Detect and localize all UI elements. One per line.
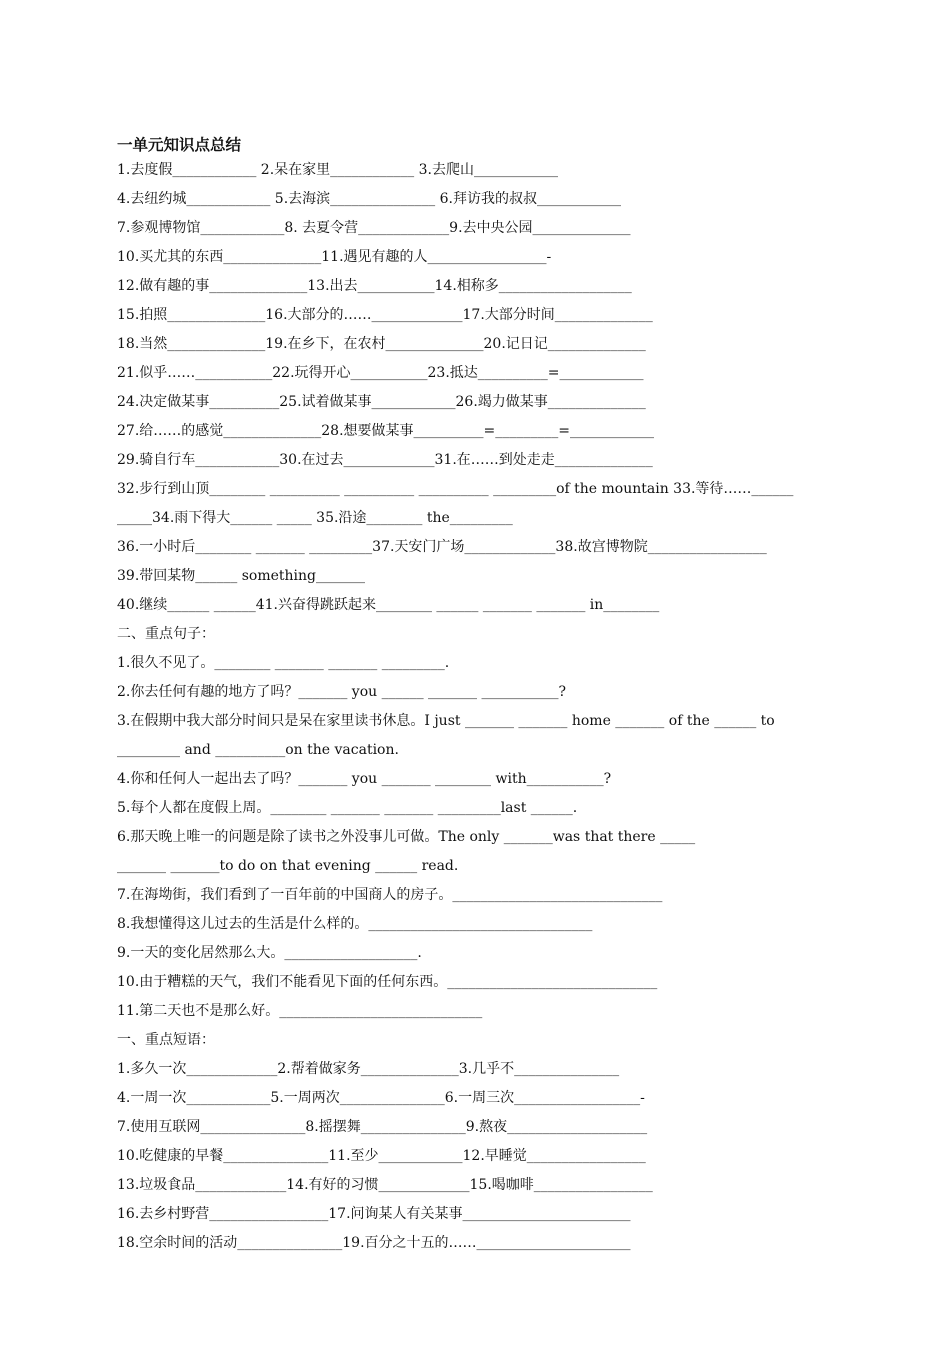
worksheet-line: 7.参观博物馆____________8. 去夏令营_____________9.去中央公园______________ xyxy=(117,220,631,236)
worksheet-line: 7.在海坳街，我们看到了一百年前的中国商人的房子。______________________________ xyxy=(117,887,663,903)
worksheet-line: 10.买尤其的东西______________11.遇见有趣的人_________________- xyxy=(117,249,552,265)
worksheet-line: 11.第二天也不是那么好。_____________________________ xyxy=(117,1003,483,1019)
worksheet-line: _______ _______to do on that evening ______ read. xyxy=(117,858,459,874)
worksheet-line: _________ and __________on the vacation. xyxy=(117,742,399,758)
worksheet-line: 16.去乡村野营_________________17.问询某人有关某事________________________ xyxy=(117,1206,631,1222)
worksheet-line: _____34.雨下得大______ _____ 35.沿途________ the_________ xyxy=(117,510,513,526)
worksheet-line: 15.拍照______________16.大部分的……_____________17.大部分时间______________ xyxy=(117,307,653,323)
worksheet-line: 4.你和任何人一起出去了吗？_______ you _______ ________ with___________? xyxy=(117,771,612,787)
worksheet-lines xyxy=(117,156,837,1258)
worksheet-line: 10.吃健康的早餐_______________11.至少____________12.早睡觉_________________ xyxy=(117,1148,646,1164)
worksheet-line: 5.每个人都在度假上周。________ _______ _______ _________last ______. xyxy=(117,800,578,816)
worksheet-line: 32.步行到山顶________ __________ __________ __________ _________of the mountain 33.等待……______ xyxy=(117,481,794,497)
worksheet-line: 一、重点短语： xyxy=(117,1032,215,1048)
worksheet-line: 24.决定做某事__________25.试着做某事____________26.竭力做某事______________ xyxy=(117,394,646,410)
worksheet-line: 40.继续______ ______41.兴奋得跳跃起来________ ______ _______ _______ in________ xyxy=(117,597,660,613)
worksheet-line: 3.在假期中我大部分时间只是呆在家里读书休息。I just _______ _______ home _______ of the ______ to xyxy=(117,713,775,729)
worksheet-line: 2.你去任何有趣的地方了吗？_______ you ______ _______ ___________? xyxy=(117,684,567,700)
worksheet-line: 4.一周一次____________5.一周两次_______________6.一周三次__________________- xyxy=(117,1090,645,1106)
worksheet-page xyxy=(117,134,837,1258)
worksheet-line: 10.由于糟糕的天气，我们不能看见下面的任何东西。______________________________ xyxy=(117,974,658,990)
worksheet-line: 36.一小时后________ _______ _________37.天安门广场_____________38.故宫博物院_________________ xyxy=(117,539,767,555)
worksheet-line: 8.我想懂得这儿过去的生活是什么样的。________________________________ xyxy=(117,916,593,932)
worksheet-line: 1.多久一次_____________2.帮着做家务______________3.几乎不_______________ xyxy=(117,1061,620,1077)
worksheet-line: 18.空余时间的活动_______________19.百分之十五的……______________________ xyxy=(117,1235,631,1251)
worksheet-line: 二、重点句子： xyxy=(117,626,215,642)
worksheet-line: 13.垃圾食品_____________14.有好的习惯_____________15.喝咖啡_________________ xyxy=(117,1177,653,1193)
worksheet-line: 6.那天晚上唯一的问题是除了读书之外没事儿可做。The only _______was that there _____ xyxy=(117,829,696,845)
worksheet-line: 1.去度假____________ 2.呆在家里____________ 3.去爬山____________ xyxy=(117,162,558,178)
worksheet-line: 12.做有趣的事______________13.出去___________14.相称多___________________ xyxy=(117,278,632,294)
worksheet-line: 7.使用互联网_______________8.摇摆舞_______________9.熬夜____________________ xyxy=(117,1119,648,1135)
worksheet-line: 39.带回某物______ something_______ xyxy=(117,568,365,584)
worksheet-line: 27.给……的感觉______________28.想要做某事__________=_________=____________ xyxy=(117,423,654,439)
worksheet-line: 1.很久不见了。________ _______ _______ _________. xyxy=(117,655,450,671)
worksheet-line: 18.当然______________19.在乡下，在农村______________20.记日记______________ xyxy=(117,336,646,352)
worksheet-line: 29.骑自行车____________30.在过去_____________31.在……到处走走______________ xyxy=(117,452,653,468)
worksheet-line: 9.一天的变化居然那么大。___________________. xyxy=(117,945,422,961)
worksheet-title: 一单元知识点总结 xyxy=(117,136,242,154)
worksheet-line: 4.去纽约城____________ 5.去海滨_______________ 6.拜访我的叔叔____________ xyxy=(117,191,621,207)
worksheet-line: 21.似乎……___________22.玩得开心___________23.抵达__________=____________ xyxy=(117,365,644,381)
